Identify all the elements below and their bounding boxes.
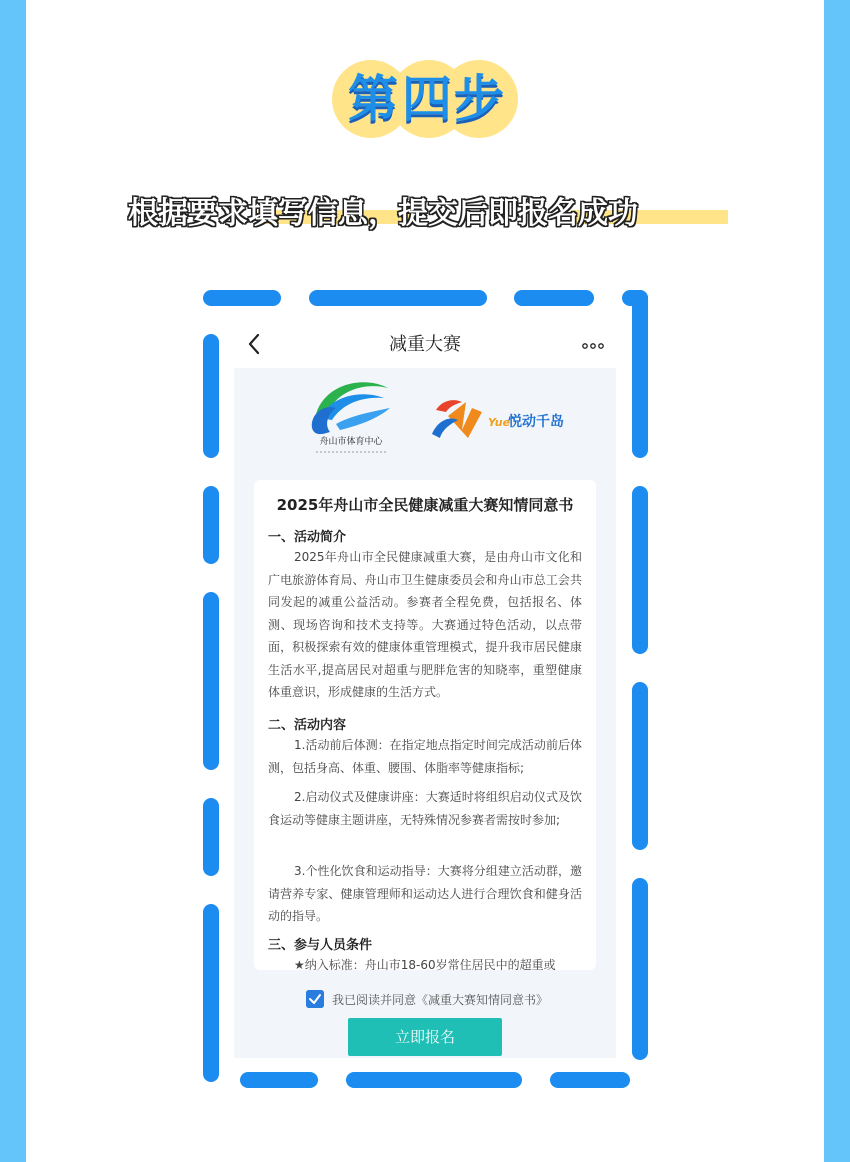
consent-document[interactable] (254, 480, 596, 970)
nav-bar (234, 322, 616, 368)
agree-checkbox[interactable] (306, 990, 324, 1008)
section-heading-3: 三、参与人员条件 (268, 938, 373, 953)
step-char-3: 步 (454, 70, 504, 128)
section-2-item-2: 2.启动仪式及健康讲座：大赛适时将组织启动仪式及饮食运动等健康主题讲座，无特殊情况参赛者需按时参加; (268, 790, 582, 827)
phone-screen (234, 322, 616, 1058)
step-badge (330, 58, 520, 140)
submit-button[interactable]: 立即报名 (348, 1018, 502, 1056)
logo-right-prefix: Yue (488, 416, 511, 429)
section-2-item-1: 1.活动前后体测：在指定地点指定时间完成活动前后体测，包括身高、体重、腰围、体脂率等健康指标; (268, 738, 582, 775)
logo-left-text: 舟山市体育中心 (319, 437, 383, 447)
step-char-1: 第 (348, 70, 398, 128)
logo-right-text: 悦动千岛 (508, 414, 564, 430)
more-dots-icon[interactable] (582, 343, 604, 349)
agree-text[interactable]: 我已阅读并同意《减重大赛知情同意书》 (332, 993, 549, 1007)
instruction-subtitle (128, 188, 748, 231)
step-char-2: 四 (402, 70, 452, 128)
section-2-item-3: 3.个性化饮食和运动指导：大赛将分组建立活动群，邀请营养专家、健康管理师和运动达人进行合理饮食和健身活动的指导。 (268, 864, 582, 923)
subtitle-text: 根据要求填写信息，提交后即报名成功 (128, 196, 638, 231)
page-title: 减重大赛 (389, 334, 461, 355)
sports-center-logo (306, 374, 396, 458)
section-1-text: 2025年舟山市全民健康减重大赛，是由舟山市文化和广电旅游体育局、舟山市卫生健康委员会和舟山市总工会共同发起的减重公益活动。参赛者全程免费，包括报名、体测、现场咨询和技术支持等。大赛通过特色活动，以点带面，积极探索有效的健康体重管理模式，提升我市居民健康生活水平,提高居民对超重与肥胖危害的知晓率，重塑健康体重意识，形成健康的生活方式。 (268, 550, 582, 699)
document-title: 2025年舟山市全民健康减重大赛知情同意书 (276, 496, 574, 514)
page-content (234, 368, 616, 1058)
section-heading-1: 一、活动简介 (268, 530, 347, 545)
section-heading-2: 二、活动内容 (268, 718, 347, 733)
section-3-text: ★纳入标准：舟山市18-60岁常住居民中的超重或 (294, 958, 556, 972)
yuedong-logo (428, 390, 564, 446)
